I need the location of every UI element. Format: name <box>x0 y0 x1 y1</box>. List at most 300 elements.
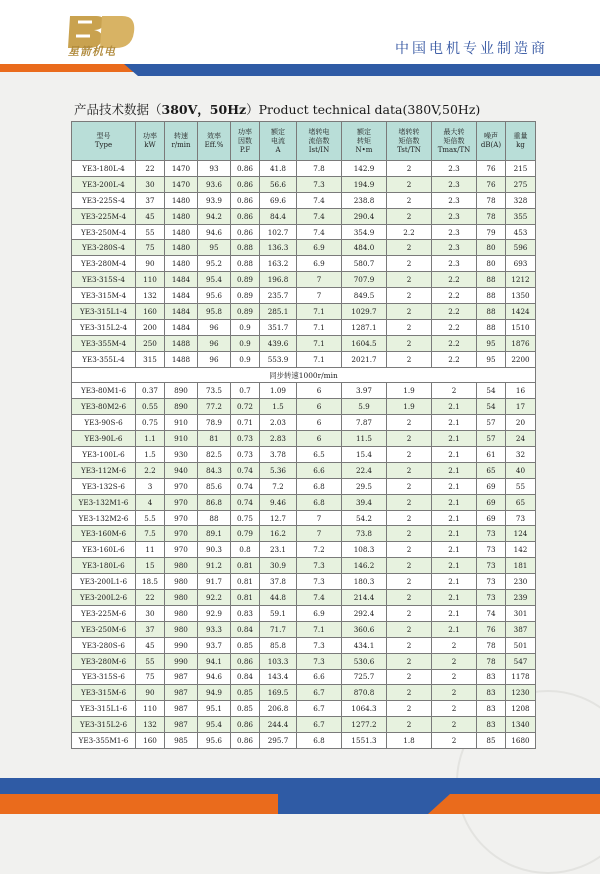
table-cell: 0.86 <box>231 224 260 240</box>
table-cell: 235.7 <box>260 288 297 304</box>
table-cell: 108.3 <box>342 542 387 558</box>
table-cell: YE3-250M-4 <box>72 224 136 240</box>
table-row <box>72 272 536 288</box>
table-cell: 0.74 <box>231 494 260 510</box>
table-cell: 180.3 <box>342 574 387 590</box>
table-row <box>72 462 536 478</box>
table-cell: 2 <box>387 462 432 478</box>
table-cell: 0.7 <box>231 383 260 399</box>
column-header-line: kW <box>144 141 156 149</box>
table-row <box>72 717 536 733</box>
table-row <box>72 590 536 606</box>
column-header <box>260 122 297 161</box>
table-cell: 45 <box>136 637 165 653</box>
table-cell: 3.97 <box>342 383 387 399</box>
table-cell: 2.1 <box>432 605 477 621</box>
column-header-line: 电流 <box>271 136 285 145</box>
table-cell: 1876 <box>506 335 536 351</box>
table-cell: 5.9 <box>342 399 387 415</box>
table-cell: 1230 <box>506 685 536 701</box>
table-cell: 0.73 <box>231 431 260 447</box>
column-header-line: 效率 <box>207 132 221 140</box>
table-cell: 7.1 <box>297 319 342 335</box>
table-row <box>72 701 536 717</box>
table-cell: 95.6 <box>198 733 231 749</box>
table-cell: 0.88 <box>231 256 260 272</box>
table-row <box>72 415 536 431</box>
table-row <box>72 653 536 669</box>
table-cell: 1277.2 <box>342 717 387 733</box>
table-cell: 2.2 <box>432 304 477 320</box>
table-cell: 2.1 <box>432 542 477 558</box>
table-cell: 7.4 <box>297 224 342 240</box>
table-cell: 230 <box>506 574 536 590</box>
table-cell: 2 <box>432 717 477 733</box>
table-cell: 5.36 <box>260 462 297 478</box>
table-row <box>72 192 536 208</box>
table-cell: 910 <box>165 415 198 431</box>
table-cell: 69 <box>477 510 506 526</box>
table-cell: 2.2 <box>432 351 477 367</box>
table-cell: 12.7 <box>260 510 297 526</box>
table-cell: YE3-315L1-6 <box>72 701 136 717</box>
column-header-line: 功率 <box>238 127 252 136</box>
table-cell: 73 <box>477 558 506 574</box>
table-cell: 39.4 <box>342 494 387 510</box>
table-cell: 0.71 <box>231 415 260 431</box>
table-cell: 351.7 <box>260 319 297 335</box>
table-cell: 7 <box>297 510 342 526</box>
table-cell: 94.1 <box>198 653 231 669</box>
table-cell: YE3-315S-4 <box>72 272 136 288</box>
table-cell: 83 <box>477 701 506 717</box>
table-cell: 987 <box>165 669 198 685</box>
table-cell: YE3-315L2-6 <box>72 717 136 733</box>
table-cell: 83 <box>477 685 506 701</box>
table-cell: 1178 <box>506 669 536 685</box>
table-cell: YE3-200L-4 <box>72 176 136 192</box>
table-cell: 0.88 <box>231 240 260 256</box>
table-cell: 30.9 <box>260 558 297 574</box>
table-cell: 7.3 <box>297 574 342 590</box>
table-body <box>72 161 536 749</box>
table-cell: 7.1 <box>297 621 342 637</box>
table-cell: 93 <box>198 161 231 177</box>
table-cell: YE3-160L-6 <box>72 542 136 558</box>
table-cell: 80 <box>477 240 506 256</box>
table-cell: 2.1 <box>432 478 477 494</box>
table-cell: 83 <box>477 717 506 733</box>
table-cell: 30 <box>136 176 165 192</box>
table-cell: 0.89 <box>231 304 260 320</box>
table-cell: 970 <box>165 526 198 542</box>
section-label: 同步转速1000r/min <box>72 367 536 383</box>
table-cell: 0.86 <box>231 161 260 177</box>
table-cell: 146.2 <box>342 558 387 574</box>
table-cell: 1.9 <box>387 399 432 415</box>
table-row <box>72 161 536 177</box>
table-cell: 2.1 <box>432 621 477 637</box>
table-cell: 970 <box>165 478 198 494</box>
table-cell: 24 <box>506 431 536 447</box>
table-cell: 132 <box>136 288 165 304</box>
logo-text: 星箭机电 <box>68 45 116 58</box>
table-row <box>72 733 536 749</box>
table-cell: 596 <box>506 240 536 256</box>
table-cell: 55 <box>506 478 536 494</box>
table-cell: 6.6 <box>297 462 342 478</box>
table-cell: 22 <box>136 590 165 606</box>
column-header <box>72 122 136 161</box>
table-cell: 2.3 <box>432 224 477 240</box>
column-header-line: 堵转电 <box>308 127 330 136</box>
table-cell: 2 <box>387 240 432 256</box>
table-cell: 75 <box>136 240 165 256</box>
table-cell: 2 <box>387 208 432 224</box>
table-cell: 92.2 <box>198 590 231 606</box>
column-header-line: 流倍数 <box>308 136 330 145</box>
table-cell: 78.9 <box>198 415 231 431</box>
table-cell: 6.9 <box>297 256 342 272</box>
table-cell: 7.4 <box>297 208 342 224</box>
table-row <box>72 240 536 256</box>
table-row <box>72 637 536 653</box>
table-cell: 2 <box>387 558 432 574</box>
table-cell: YE3-90L-6 <box>72 431 136 447</box>
table-cell: 54.2 <box>342 510 387 526</box>
table-cell: YE3-250M-6 <box>72 621 136 637</box>
table-cell: 7.2 <box>260 478 297 494</box>
table-cell: 90.3 <box>198 542 231 558</box>
table-cell: 86.8 <box>198 494 231 510</box>
table-cell: 95.1 <box>198 701 231 717</box>
column-header-line: 额定 <box>271 127 285 136</box>
table-cell: 2.3 <box>432 192 477 208</box>
table-cell: 78 <box>477 653 506 669</box>
table-cell: YE3-200L2-6 <box>72 590 136 606</box>
table-cell: 93.7 <box>198 637 231 653</box>
table-cell: 0.9 <box>231 351 260 367</box>
column-header <box>231 122 260 161</box>
table-cell: 0.86 <box>231 192 260 208</box>
table-cell: 1484 <box>165 288 198 304</box>
table-cell: 110 <box>136 701 165 717</box>
table-cell: 92.9 <box>198 605 231 621</box>
table-cell: 169.5 <box>260 685 297 701</box>
table-cell: 32 <box>506 447 536 463</box>
column-header-line: 因数 <box>238 136 252 145</box>
table-cell: 239 <box>506 590 536 606</box>
table-cell: 1.8 <box>387 733 432 749</box>
table-cell: 1064.3 <box>342 701 387 717</box>
table-cell: 1488 <box>165 335 198 351</box>
table-cell: 2.2 <box>136 462 165 478</box>
table-cell: 7.1 <box>297 304 342 320</box>
table-cell: 0.89 <box>231 288 260 304</box>
footer-blue-band <box>0 778 600 794</box>
column-header-line: Type <box>94 141 113 149</box>
table-cell: 93.6 <box>198 176 231 192</box>
table-cell: 73 <box>506 510 536 526</box>
table-cell: 285.1 <box>260 304 297 320</box>
company-slogan: 中国电机专业制造商 <box>395 41 548 57</box>
table-cell: 930 <box>165 447 198 463</box>
table-cell: YE3-180L-4 <box>72 161 136 177</box>
table-cell: 1551.3 <box>342 733 387 749</box>
column-header <box>477 122 506 161</box>
table-cell: 985 <box>165 733 198 749</box>
table-cell: 74 <box>477 605 506 621</box>
table-cell: 2 <box>387 176 432 192</box>
table-cell: 95 <box>477 351 506 367</box>
table-cell: 2200 <box>506 351 536 367</box>
table-cell: YE3-112M-6 <box>72 462 136 478</box>
table-cell: 0.86 <box>231 176 260 192</box>
table-cell: 1340 <box>506 717 536 733</box>
table-cell: 11.5 <box>342 431 387 447</box>
table-cell: 88 <box>477 272 506 288</box>
column-header-line: 重量 <box>513 132 528 140</box>
table-cell: 849.5 <box>342 288 387 304</box>
table-row <box>72 256 536 272</box>
table-cell: 707.9 <box>342 272 387 288</box>
table-cell: 2 <box>387 526 432 542</box>
table-cell: 78 <box>477 192 506 208</box>
table-cell: 980 <box>165 558 198 574</box>
table-cell: 2 <box>387 669 432 685</box>
table-cell: 96 <box>198 335 231 351</box>
table-cell: 95.8 <box>198 304 231 320</box>
technical-data-table-wrap <box>71 121 535 749</box>
table-row <box>72 383 536 399</box>
column-header-line: 矩倍数 <box>443 136 465 145</box>
table-cell: 69 <box>477 478 506 494</box>
table-cell: 88 <box>477 319 506 335</box>
column-header-line: 转矩 <box>357 136 371 145</box>
table-cell: 6 <box>297 431 342 447</box>
table-cell: 95.6 <box>198 288 231 304</box>
table-cell: 0.73 <box>231 447 260 463</box>
table-cell: 59.1 <box>260 605 297 621</box>
column-header-line: Ist/IN <box>308 145 330 154</box>
table-cell: 0.72 <box>231 399 260 415</box>
column-header-line: Eff.% <box>204 141 224 149</box>
table-cell: 2.2 <box>432 272 477 288</box>
table-cell: 88 <box>477 288 506 304</box>
table-cell: 2.1 <box>432 415 477 431</box>
column-header <box>342 122 387 161</box>
table-cell: 6.5 <box>297 447 342 463</box>
table-row <box>72 319 536 335</box>
table-cell: 206.8 <box>260 701 297 717</box>
table-cell: YE3-132S-6 <box>72 478 136 494</box>
table-cell: 132 <box>136 717 165 733</box>
table-cell: YE3-100L-6 <box>72 447 136 463</box>
table-cell: 484.0 <box>342 240 387 256</box>
table-cell: 7 <box>297 272 342 288</box>
table-cell: 2 <box>387 590 432 606</box>
table-cell: 18.5 <box>136 574 165 590</box>
table-cell: 2.1 <box>432 558 477 574</box>
table-row <box>72 605 536 621</box>
table-cell: 0.75 <box>136 415 165 431</box>
table-cell: 0.86 <box>231 653 260 669</box>
table-cell: 77.2 <box>198 399 231 415</box>
table-cell: 37.8 <box>260 574 297 590</box>
table-cell: 0.84 <box>231 669 260 685</box>
table-cell: 96 <box>198 319 231 335</box>
table-row <box>72 478 536 494</box>
page-header <box>0 0 600 64</box>
table-cell: 2 <box>387 304 432 320</box>
table-cell: 6.9 <box>297 240 342 256</box>
table-cell: 160 <box>136 304 165 320</box>
table-cell: 1480 <box>165 240 198 256</box>
table-cell: 2 <box>387 335 432 351</box>
table-cell: 94.2 <box>198 208 231 224</box>
table-cell: 15 <box>136 558 165 574</box>
table-cell: 987 <box>165 701 198 717</box>
table-cell: 0.79 <box>231 526 260 542</box>
table-row <box>72 685 536 701</box>
table-cell: 30 <box>136 605 165 621</box>
table-cell: 75 <box>136 669 165 685</box>
column-header-line: N•m <box>355 145 373 154</box>
table-cell: 85.6 <box>198 478 231 494</box>
table-cell: 2.1 <box>432 462 477 478</box>
table-cell: 54 <box>477 383 506 399</box>
table-cell: 355 <box>506 208 536 224</box>
table-row <box>72 621 536 637</box>
table-cell: 0.85 <box>231 701 260 717</box>
table-cell: YE3-80M1-6 <box>72 383 136 399</box>
table-cell: 73 <box>477 590 506 606</box>
table-cell: YE3-280M-4 <box>72 256 136 272</box>
column-header-line: 最大转 <box>443 127 465 136</box>
table-cell: 2.1 <box>432 510 477 526</box>
table-cell: 301 <box>506 605 536 621</box>
column-header <box>198 122 231 161</box>
table-cell: 54 <box>477 399 506 415</box>
table-cell: 2 <box>432 733 477 749</box>
table-cell: 2 <box>387 542 432 558</box>
table-cell: YE3-160M-6 <box>72 526 136 542</box>
column-header-line: kg <box>516 141 525 149</box>
table-cell: 2 <box>432 637 477 653</box>
table-cell: 2 <box>387 161 432 177</box>
table-cell: 29.5 <box>342 478 387 494</box>
table-cell: 2 <box>387 717 432 733</box>
column-header <box>506 122 536 161</box>
table-row <box>72 208 536 224</box>
table-cell: 2.2 <box>432 335 477 351</box>
table-cell: YE3-315M-6 <box>72 685 136 701</box>
table-cell: 163.2 <box>260 256 297 272</box>
table-cell: 970 <box>165 542 198 558</box>
table-cell: 85.8 <box>260 637 297 653</box>
table-cell: 970 <box>165 494 198 510</box>
table-cell: 96 <box>198 351 231 367</box>
table-cell: 88 <box>198 510 231 526</box>
table-cell: 84.4 <box>260 208 297 224</box>
table-cell: 2 <box>432 653 477 669</box>
table-cell: 95.2 <box>198 256 231 272</box>
table-cell: 725.7 <box>342 669 387 685</box>
table-cell: 6.8 <box>297 478 342 494</box>
table-cell: 16.2 <box>260 526 297 542</box>
table-row <box>72 447 536 463</box>
table-cell: 315 <box>136 351 165 367</box>
table-cell: 181 <box>506 558 536 574</box>
table-cell: 980 <box>165 574 198 590</box>
table-cell: 2.1 <box>432 574 477 590</box>
table-cell: 0.75 <box>231 510 260 526</box>
table-cell: 85 <box>477 733 506 749</box>
table-cell: YE3-280S-6 <box>72 637 136 653</box>
table-cell: 2.1 <box>432 447 477 463</box>
table-cell: 1604.5 <box>342 335 387 351</box>
table-cell: 94.6 <box>198 669 231 685</box>
table-cell: YE3-225S-4 <box>72 192 136 208</box>
table-cell: 387 <box>506 621 536 637</box>
table-row <box>72 669 536 685</box>
column-header <box>136 122 165 161</box>
table-header-row <box>72 122 536 161</box>
table-cell: 244.4 <box>260 717 297 733</box>
table-row <box>72 494 536 510</box>
table-cell: 7.3 <box>297 558 342 574</box>
table-cell: 55 <box>136 653 165 669</box>
table-cell: 6 <box>297 383 342 399</box>
table-cell: YE3-315S-6 <box>72 669 136 685</box>
table-cell: 61 <box>477 447 506 463</box>
table-cell: 55 <box>136 224 165 240</box>
table-cell: 7.3 <box>297 637 342 653</box>
table-cell: 2 <box>387 319 432 335</box>
table-cell: YE3-315M-4 <box>72 288 136 304</box>
table-cell: 580.7 <box>342 256 387 272</box>
table-cell: 1484 <box>165 272 198 288</box>
column-header-line: 噪声 <box>484 132 498 140</box>
table-cell: 7.4 <box>297 590 342 606</box>
table-cell: 37 <box>136 192 165 208</box>
table-cell: 2 <box>387 415 432 431</box>
table-cell: 78 <box>477 637 506 653</box>
table-cell: 76 <box>477 176 506 192</box>
table-cell: 250 <box>136 335 165 351</box>
table-cell: 17 <box>506 399 536 415</box>
table-cell: 103.3 <box>260 653 297 669</box>
table-cell: 0.81 <box>231 574 260 590</box>
table-cell: 6 <box>297 399 342 415</box>
table-cell: YE3-200L1-6 <box>72 574 136 590</box>
table-cell: 1510 <box>506 319 536 335</box>
table-cell: 2 <box>432 701 477 717</box>
table-cell: 910 <box>165 431 198 447</box>
table-cell: 1488 <box>165 351 198 367</box>
table-cell: 7.1 <box>297 335 342 351</box>
table-cell: 160 <box>136 733 165 749</box>
table-cell: 2.83 <box>260 431 297 447</box>
table-cell: 2 <box>432 383 477 399</box>
table-cell: 0.74 <box>231 478 260 494</box>
table-cell: 990 <box>165 637 198 653</box>
table-cell: 6.7 <box>297 701 342 717</box>
table-cell: 1350 <box>506 288 536 304</box>
page-title <box>74 100 480 118</box>
title-bold: 380V，50Hz <box>161 102 247 117</box>
table-cell: YE3-355M-4 <box>72 335 136 351</box>
